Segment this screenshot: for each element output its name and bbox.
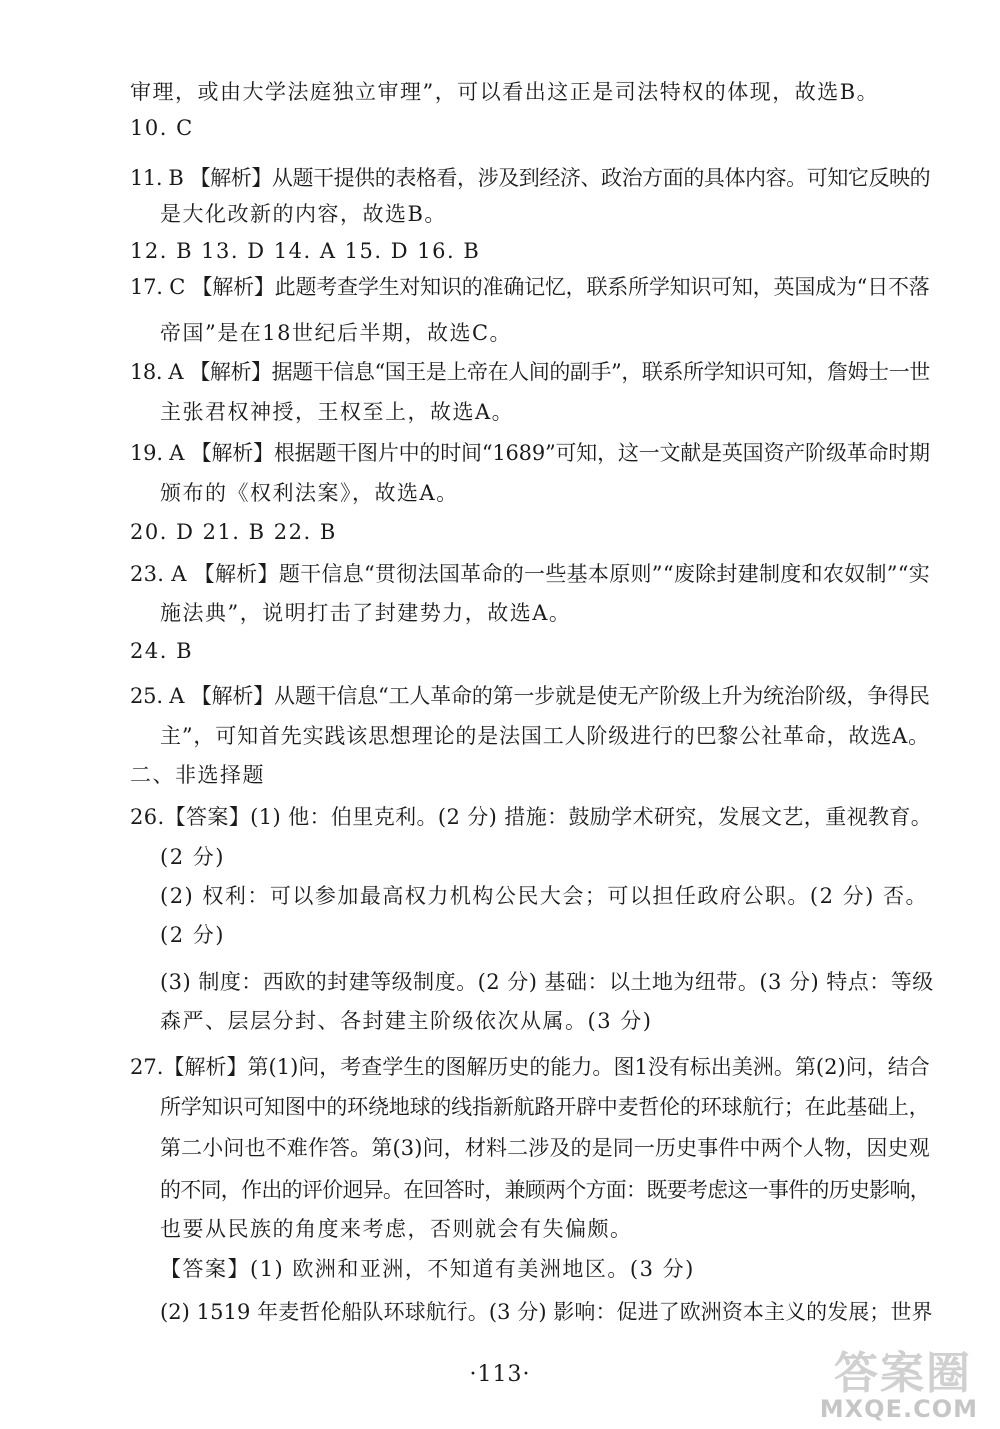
text-line: 颁布的《权利法案》，故选A。 (160, 481, 459, 505)
text-line: 20. D 21. B 22. B (130, 520, 337, 544)
section-heading: 二、非选择题 (130, 763, 265, 787)
text-line: 也要从民族的角度来考虑，否则就会有失偏颇。 (160, 1217, 633, 1241)
text-line: 【答案】(1) 欧洲和亚洲，不知道有美洲地区。(3 分) (160, 1257, 695, 1281)
text-line: (2 分) (160, 923, 225, 947)
text-line: 的不同，作出的评价迥异。在回答时，兼顾两个方面：既要考虑这一事件的历史影响， (160, 1178, 930, 1202)
text-line: 主张君权神授，王权至上，故选A。 (160, 400, 515, 424)
text-line: 26.【答案】(1) 他：伯里克利。(2 分) 措施：鼓励学术研究，发展文艺，重视教育。 (130, 805, 933, 829)
text-line: 24. B (130, 639, 194, 663)
text-line: 27.【解析】第(1)问，考查学生的图解历史的能力。图1没有标出美洲。第(2)问，结合 (130, 1055, 930, 1079)
text-line: 17. C 【解析】此题考查学生对知识的准确记忆，联系所学知识可知，英国成为“日不落 (130, 275, 930, 299)
watermark (778, 1337, 978, 1423)
text-line: 第二小问也不难作答。第(3)问，材料二涉及的是同一历史事件中两个人物，因史观 (160, 1136, 930, 1160)
text-line: 帝国”是在18世纪后半期，故选C。 (160, 321, 513, 345)
text-line: 25. A 【解析】从题干信息“工人革命的第一步就是使无产阶级上升为统治阶级，争得民 (130, 684, 930, 708)
text-line: 12. B 13. D 14. A 15. D 16. B (130, 239, 481, 263)
text-line: (2) 权利：可以参加最高权力机构公民大会；可以担任政府公职。(2 分) 否。 (160, 884, 929, 908)
text-line: 主”，可知首先实践该思想理论的是法国工人阶级进行的巴黎公社革命，故选A。 (160, 724, 930, 748)
text-line: 森严、层层分封、各封建主阶级依次从属。(3 分) (160, 1009, 653, 1033)
text-line: 是大化改新的内容，故选B。 (160, 202, 447, 226)
text-line: (2 分) (160, 845, 225, 869)
text-line: 18. A 【解析】据题干信息“国王是上帝在人间的副手”，联系所学知识可知，詹姆士一世 (130, 360, 930, 384)
text-line: (2) 1519 年麦哲伦船队环球航行。(3 分) 影响：促进了欧洲资本主义的发展；世界 (160, 1300, 933, 1324)
text-line: 11. B 【解析】从题干提供的表格看，涉及到经济、政治方面的具体内容。可知它反映的 (130, 166, 931, 190)
text-line: 施法典”，说明打击了封建势力，故选A。 (160, 601, 572, 625)
text-line: (3) 制度：西欧的封建等级制度。(2 分) 基础：以土地为纽带。(3 分) 特点：等级 (160, 970, 934, 994)
text-line: 23. A 【解析】题干信息“贯彻法国革命的一些基本原则”“废除封建制度和农奴制”“实 (130, 562, 931, 586)
text-line: 10. C (130, 116, 194, 140)
text-line: 所学知识可知图中的环绕地球的线指新航路开辟中麦哲伦的环球航行；在此基础上， (160, 1095, 930, 1119)
text-line: 审理，或由大学法庭独立审理”，可以看出这正是司法特权的体现，故选B。 (130, 80, 880, 104)
page-number: ·113· (469, 1362, 531, 1387)
text-line: 19. A 【解析】根据题干图片中的时间“1689”可知，这一文献是英国资产阶级革命时期 (130, 441, 930, 465)
watermark-logo: 答案圈 (834, 1348, 972, 1399)
watermark-url: MXQE.COM (819, 1395, 978, 1423)
